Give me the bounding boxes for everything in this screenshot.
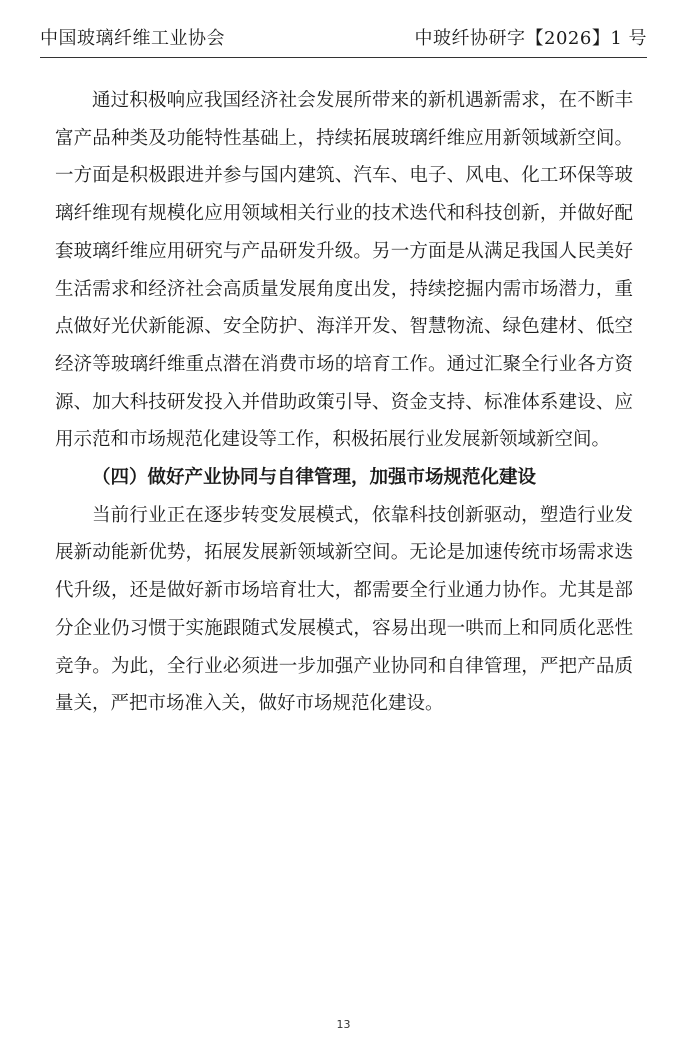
- page-number: 13: [336, 1018, 351, 1031]
- header-divider: [40, 57, 647, 58]
- section-heading: （四）做好产业协同与自律管理，加强市场规范化建设: [92, 467, 537, 489]
- header-document-number: 中玻纤协研字【2026】1 号: [414, 28, 647, 49]
- header-organization: 中国玻璃纤维工业协会: [40, 28, 225, 49]
- document-body: [55, 82, 633, 723]
- body-paragraph-1: 通过积极响应我国经济社会发展所带来的新机遇新需求，在不断丰富产品种类及功能特性基础上，持续拓展玻璃纤维应用新领域新空间。一方面是积极跟进并参与国内建筑、汽车、电子、风电、化工环保等玻璃纤维现有规模化应用领域相关行业的技术迭代和科技创新，并做好配套玻璃纤维应用研究与产品研发升级。另一方面是从满足我国人民美好生活需求和经济社会高质量发展角度出发，持续挖掘内需市场潜力，重点做好光伏新能源、安全防护、海洋开发、智慧物流、绿色建材、低空经济等玻璃纤维重点潜在消费市场的培育工作。通过汇聚全行业各方资源、加大科技研发投入并借助政策引导、资金支持、标准体系建设、应用示范和市场规范化建设等工作，积极拓展行业发展新领域新空间。: [55, 90, 633, 451]
- body-paragraph-2: 当前行业正在逐步转变发展模式，依靠科技创新驱动，塑造行业发展新动能新优势，拓展发展新领域新空间。无论是加速传统市场需求迭代升级，还是做好新市场培育壮大，都需要全行业通力协作。尤其是部分企业仍习惯于实施跟随式发展模式，容易出现一哄而上和同质化恶性竞争。为此，全行业必须进一步加强产业协同和自律管理，严把产品质量关，严把市场准入关，做好市场规范化建设。: [55, 504, 633, 715]
- page-header: [40, 22, 647, 52]
